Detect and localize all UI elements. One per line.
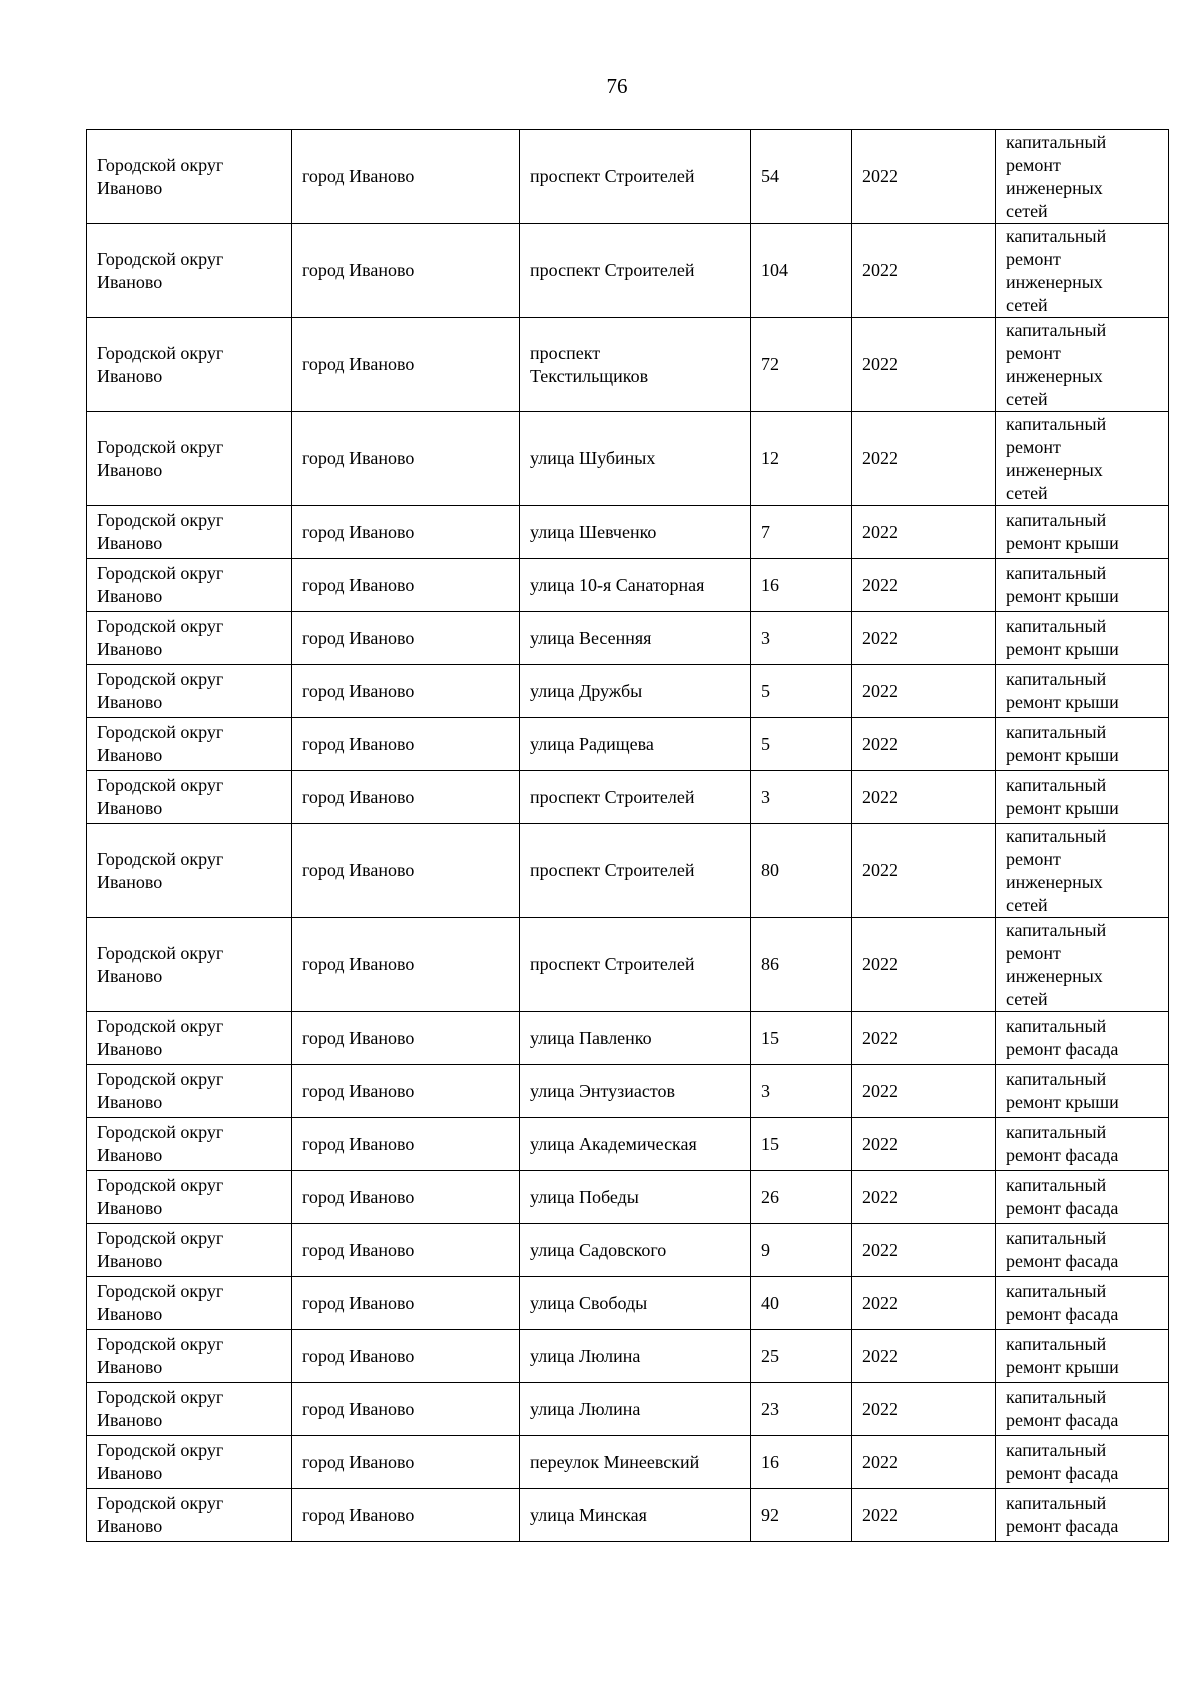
house-number-cell-text: 7 <box>761 521 770 542</box>
settlement-cell-text: город Иваново <box>302 1292 415 1313</box>
house-number-cell <box>751 224 852 318</box>
street-cell-text: улица Садовского <box>530 1239 667 1260</box>
work-type-cell-text: капитальный ремонт крыши <box>1006 669 1119 712</box>
year-cell-text: 2022 <box>862 1080 898 1101</box>
street-cell-text: улица Павленко <box>530 1027 652 1048</box>
house-number-cell <box>751 1224 852 1277</box>
municipality-cell <box>87 1436 292 1489</box>
street-cell-text: проспект Строителей <box>530 786 695 807</box>
table-row <box>87 918 1169 1012</box>
municipality-cell <box>87 612 292 665</box>
street-cell <box>520 918 751 1012</box>
table-row <box>87 130 1169 224</box>
house-number-cell-text: 15 <box>761 1027 779 1048</box>
municipality-cell <box>87 1065 292 1118</box>
municipality-cell <box>87 1330 292 1383</box>
work-type-cell <box>996 1118 1169 1171</box>
year-cell-text: 2022 <box>862 733 898 754</box>
municipality-cell <box>87 412 292 506</box>
house-number-cell-text: 16 <box>761 574 779 595</box>
house-number-cell <box>751 318 852 412</box>
municipality-cell-text: Городской округ Иваново <box>97 563 224 606</box>
house-number-cell <box>751 1277 852 1330</box>
settlement-cell-text: город Иваново <box>302 1345 415 1366</box>
work-type-cell-text: капитальный ремонт фасада <box>1006 1175 1119 1218</box>
settlement-cell-text: город Иваново <box>302 733 415 754</box>
year-cell <box>852 1383 996 1436</box>
year-cell <box>852 1489 996 1542</box>
house-number-cell-text: 40 <box>761 1292 779 1313</box>
year-cell-text: 2022 <box>862 1451 898 1472</box>
work-type-cell <box>996 1224 1169 1277</box>
work-type-cell <box>996 318 1169 412</box>
house-number-cell <box>751 1330 852 1383</box>
work-type-cell-text: капитальный ремонт фасада <box>1006 1493 1119 1536</box>
year-cell <box>852 1118 996 1171</box>
year-cell-text: 2022 <box>862 354 898 374</box>
settlement-cell-text: город Иваново <box>302 521 415 542</box>
municipality-cell-text: Городской округ Иваново <box>97 1493 224 1536</box>
settlement-cell-text: город Иваново <box>302 1186 415 1207</box>
house-number-cell-text: 5 <box>761 733 770 754</box>
work-type-cell <box>996 1171 1169 1224</box>
municipality-cell-text: Городской округ Иваново <box>97 1069 224 1112</box>
house-number-cell-text: 3 <box>761 1080 770 1101</box>
street-cell <box>520 1383 751 1436</box>
settlement-cell-text: город Иваново <box>302 627 415 648</box>
table-row <box>87 506 1169 559</box>
street-cell <box>520 318 751 412</box>
settlement-cell-text: город Иваново <box>302 786 415 807</box>
work-type-cell-text: капитальный ремонт фасада <box>1006 1228 1119 1271</box>
work-type-cell-text: капитальный ремонт крыши <box>1006 1069 1119 1112</box>
year-cell <box>852 612 996 665</box>
municipality-cell <box>87 1224 292 1277</box>
house-number-cell <box>751 130 852 224</box>
house-number-cell-text: 25 <box>761 1345 779 1366</box>
settlement-cell <box>292 318 520 412</box>
work-type-cell-text: капитальный ремонт фасада <box>1006 1281 1119 1324</box>
house-number-cell-text: 92 <box>761 1504 779 1525</box>
street-cell-text: улица Академическая <box>530 1133 697 1154</box>
house-number-cell-text: 3 <box>761 786 770 807</box>
work-type-cell <box>996 1065 1169 1118</box>
house-number-cell-text: 80 <box>761 860 779 880</box>
street-cell <box>520 1277 751 1330</box>
settlement-cell <box>292 1277 520 1330</box>
year-cell-text: 2022 <box>862 954 898 974</box>
year-cell <box>852 1436 996 1489</box>
settlement-cell <box>292 918 520 1012</box>
settlement-cell-text: город Иваново <box>302 1027 415 1048</box>
work-type-cell <box>996 1012 1169 1065</box>
municipality-cell-text: Городской округ Иваново <box>97 436 224 480</box>
year-cell <box>852 1330 996 1383</box>
municipality-cell-text: Городской округ Иваново <box>97 1175 224 1218</box>
municipality-cell-text: Городской округ Иваново <box>97 1334 224 1377</box>
work-type-cell-text: капитальный ремонт крыши <box>1006 510 1119 553</box>
street-cell-text: проспект Строителей <box>530 166 695 186</box>
street-cell-text: улица Шубиных <box>530 448 656 468</box>
street-cell <box>520 612 751 665</box>
street-cell <box>520 559 751 612</box>
municipality-cell <box>87 771 292 824</box>
house-number-cell-text: 16 <box>761 1451 779 1472</box>
municipality-cell <box>87 665 292 718</box>
work-type-cell <box>996 130 1169 224</box>
year-cell <box>852 1065 996 1118</box>
year-cell <box>852 318 996 412</box>
street-cell-text: улица Шевченко <box>530 521 657 542</box>
house-number-cell <box>751 824 852 918</box>
municipality-cell <box>87 718 292 771</box>
table-row <box>87 1118 1169 1171</box>
year-cell <box>852 1171 996 1224</box>
municipality-cell-text: Городской округ Иваново <box>97 722 224 765</box>
year-cell-text: 2022 <box>862 1027 898 1048</box>
table-row <box>87 412 1169 506</box>
table-row <box>87 559 1169 612</box>
settlement-cell-text: город Иваново <box>302 1133 415 1154</box>
table-row <box>87 1171 1169 1224</box>
house-number-cell-text: 104 <box>761 260 788 280</box>
settlement-cell <box>292 130 520 224</box>
table-row <box>87 1065 1169 1118</box>
work-type-cell <box>996 771 1169 824</box>
street-cell-text: проспект Строителей <box>530 954 695 974</box>
table-row <box>87 318 1169 412</box>
municipality-cell-text: Городской округ Иваново <box>97 942 224 986</box>
work-type-cell-text: капитальный ремонт инженерных сетей <box>1006 413 1107 503</box>
municipality-cell-text: Городской округ Иваново <box>97 1122 224 1165</box>
street-cell-text: улица 10-я Санаторная <box>530 574 705 595</box>
municipality-cell-text: Городской округ Иваново <box>97 510 224 553</box>
year-cell-text: 2022 <box>862 1398 898 1419</box>
street-cell <box>520 1436 751 1489</box>
house-number-cell <box>751 1171 852 1224</box>
year-cell-text: 2022 <box>862 574 898 595</box>
work-type-cell-text: капитальный ремонт крыши <box>1006 1334 1119 1377</box>
house-number-cell <box>751 612 852 665</box>
work-type-cell-text: капитальный ремонт фасада <box>1006 1440 1119 1483</box>
street-cell <box>520 1330 751 1383</box>
year-cell <box>852 824 996 918</box>
settlement-cell-text: город Иваново <box>302 1398 415 1419</box>
work-type-cell <box>996 1383 1169 1436</box>
house-number-cell-text: 9 <box>761 1239 770 1260</box>
table-row <box>87 1489 1169 1542</box>
street-cell-text: улица Весенняя <box>530 627 652 648</box>
house-number-cell-text: 72 <box>761 354 779 374</box>
year-cell <box>852 1277 996 1330</box>
settlement-cell <box>292 612 520 665</box>
settlement-cell <box>292 1171 520 1224</box>
table-row <box>87 1383 1169 1436</box>
settlement-cell <box>292 771 520 824</box>
municipality-cell <box>87 1383 292 1436</box>
municipality-cell <box>87 1012 292 1065</box>
municipality-cell <box>87 559 292 612</box>
year-cell <box>852 918 996 1012</box>
municipality-cell-text: Городской округ Иваново <box>97 775 224 818</box>
street-cell <box>520 718 751 771</box>
municipality-cell-text: Городской округ Иваново <box>97 616 224 659</box>
year-cell-text: 2022 <box>862 1133 898 1154</box>
municipality-cell <box>87 224 292 318</box>
street-cell <box>520 771 751 824</box>
settlement-cell <box>292 1118 520 1171</box>
work-type-cell <box>996 665 1169 718</box>
municipality-cell <box>87 1171 292 1224</box>
municipality-cell-text: Городской округ Иваново <box>97 154 224 198</box>
street-cell-text: переулок Минеевский <box>530 1451 700 1472</box>
house-number-cell <box>751 1065 852 1118</box>
house-number-cell-text: 3 <box>761 627 770 648</box>
street-cell <box>520 1224 751 1277</box>
municipality-cell-text: Городской округ Иваново <box>97 1387 224 1430</box>
year-cell-text: 2022 <box>862 680 898 701</box>
work-type-cell <box>996 1330 1169 1383</box>
settlement-cell <box>292 665 520 718</box>
year-cell-text: 2022 <box>862 1239 898 1260</box>
house-number-cell <box>751 559 852 612</box>
settlement-cell-text: город Иваново <box>302 680 415 701</box>
year-cell <box>852 506 996 559</box>
street-cell-text: улица Свободы <box>530 1292 648 1313</box>
work-type-cell-text: капитальный ремонт инженерных сетей <box>1006 131 1107 221</box>
work-type-cell-text: капитальный ремонт фасада <box>1006 1016 1119 1059</box>
work-type-cell-text: капитальный ремонт фасада <box>1006 1122 1119 1165</box>
house-number-cell <box>751 1489 852 1542</box>
street-cell <box>520 1489 751 1542</box>
settlement-cell-text: город Иваново <box>302 860 415 880</box>
municipality-cell-text: Городской округ Иваново <box>97 669 224 712</box>
house-number-cell <box>751 506 852 559</box>
settlement-cell <box>292 1012 520 1065</box>
settlement-cell <box>292 559 520 612</box>
street-cell <box>520 1118 751 1171</box>
work-type-cell <box>996 918 1169 1012</box>
work-type-cell-text: капитальный ремонт фасада <box>1006 1387 1119 1430</box>
year-cell <box>852 559 996 612</box>
municipality-cell <box>87 1489 292 1542</box>
house-number-cell <box>751 1383 852 1436</box>
table-row <box>87 1436 1169 1489</box>
work-type-cell <box>996 718 1169 771</box>
year-cell <box>852 718 996 771</box>
table-row <box>87 224 1169 318</box>
municipality-cell <box>87 824 292 918</box>
table-row <box>87 771 1169 824</box>
year-cell-text: 2022 <box>862 786 898 807</box>
street-cell <box>520 130 751 224</box>
settlement-cell <box>292 824 520 918</box>
work-type-cell <box>996 612 1169 665</box>
repair-schedule-table <box>86 129 1169 1542</box>
street-cell-text: проспект Текстильщиков <box>530 342 649 386</box>
municipality-cell <box>87 1277 292 1330</box>
municipality-cell <box>87 1118 292 1171</box>
year-cell <box>852 412 996 506</box>
year-cell <box>852 665 996 718</box>
table-row <box>87 1330 1169 1383</box>
house-number-cell <box>751 771 852 824</box>
year-cell-text: 2022 <box>862 448 898 468</box>
year-cell-text: 2022 <box>862 1504 898 1525</box>
street-cell <box>520 1012 751 1065</box>
year-cell-text: 2022 <box>862 1345 898 1366</box>
work-type-cell-text: капитальный ремонт инженерных сетей <box>1006 319 1107 409</box>
work-type-cell <box>996 224 1169 318</box>
year-cell-text: 2022 <box>862 166 898 186</box>
municipality-cell-text: Городской округ Иваново <box>97 342 224 386</box>
street-cell-text: улица Победы <box>530 1186 639 1207</box>
street-cell-text: проспект Строителей <box>530 260 695 280</box>
settlement-cell-text: город Иваново <box>302 954 415 974</box>
work-type-cell-text: капитальный ремонт крыши <box>1006 563 1119 606</box>
street-cell-text: улица Радищева <box>530 733 654 754</box>
house-number-cell <box>751 718 852 771</box>
table-row <box>87 1012 1169 1065</box>
settlement-cell-text: город Иваново <box>302 1451 415 1472</box>
settlement-cell-text: город Иваново <box>302 1239 415 1260</box>
page-number: 76 <box>606 74 628 98</box>
settlement-cell-text: город Иваново <box>302 1080 415 1101</box>
street-cell-text: проспект Строителей <box>530 860 695 880</box>
year-cell-text: 2022 <box>862 521 898 542</box>
settlement-cell-text: город Иваново <box>302 574 415 595</box>
municipality-cell <box>87 918 292 1012</box>
work-type-cell-text: капитальный ремонт крыши <box>1006 775 1119 818</box>
table-row <box>87 1224 1169 1277</box>
year-cell-text: 2022 <box>862 260 898 280</box>
work-type-cell <box>996 412 1169 506</box>
settlement-cell-text: город Иваново <box>302 260 415 280</box>
house-number-cell-text: 86 <box>761 954 779 974</box>
work-type-cell-text: капитальный ремонт инженерных сетей <box>1006 225 1107 315</box>
street-cell <box>520 1171 751 1224</box>
municipality-cell-text: Городской округ Иваново <box>97 1016 224 1059</box>
year-cell <box>852 1224 996 1277</box>
street-cell <box>520 824 751 918</box>
settlement-cell-text: город Иваново <box>302 448 415 468</box>
table-row <box>87 718 1169 771</box>
settlement-cell <box>292 718 520 771</box>
house-number-cell-text: 15 <box>761 1133 779 1154</box>
street-cell <box>520 224 751 318</box>
work-type-cell-text: капитальный ремонт инженерных сетей <box>1006 825 1107 915</box>
house-number-cell <box>751 1118 852 1171</box>
year-cell <box>852 130 996 224</box>
table-body <box>87 130 1169 1542</box>
year-cell-text: 2022 <box>862 1292 898 1313</box>
year-cell <box>852 1012 996 1065</box>
municipality-cell-text: Городской округ Иваново <box>97 248 224 292</box>
work-type-cell-text: капитальный ремонт крыши <box>1006 616 1119 659</box>
settlement-cell-text: город Иваново <box>302 354 415 374</box>
work-type-cell <box>996 506 1169 559</box>
settlement-cell <box>292 1489 520 1542</box>
work-type-cell <box>996 1277 1169 1330</box>
work-type-cell <box>996 559 1169 612</box>
municipality-cell <box>87 130 292 224</box>
year-cell <box>852 224 996 318</box>
street-cell-text: улица Люлина <box>530 1398 641 1419</box>
table-row <box>87 665 1169 718</box>
settlement-cell <box>292 1224 520 1277</box>
work-type-cell <box>996 1489 1169 1542</box>
house-number-cell-text: 23 <box>761 1398 779 1419</box>
house-number-cell-text: 26 <box>761 1186 779 1207</box>
street-cell <box>520 412 751 506</box>
table-row <box>87 1277 1169 1330</box>
table-row <box>87 824 1169 918</box>
settlement-cell <box>292 224 520 318</box>
settlement-cell-text: город Иваново <box>302 166 415 186</box>
municipality-cell-text: Городской округ Иваново <box>97 848 224 892</box>
street-cell-text: улица Энтузиастов <box>530 1080 675 1101</box>
settlement-cell <box>292 506 520 559</box>
settlement-cell-text: город Иваново <box>302 1504 415 1525</box>
house-number-cell-text: 54 <box>761 166 779 186</box>
municipality-cell-text: Городской округ Иваново <box>97 1440 224 1483</box>
work-type-cell-text: капитальный ремонт инженерных сетей <box>1006 919 1107 1009</box>
settlement-cell <box>292 1383 520 1436</box>
settlement-cell <box>292 1330 520 1383</box>
street-cell-text: улица Дружбы <box>530 680 643 701</box>
municipality-cell-text: Городской округ Иваново <box>97 1228 224 1271</box>
street-cell <box>520 665 751 718</box>
street-cell-text: улица Люлина <box>530 1345 641 1366</box>
street-cell <box>520 506 751 559</box>
house-number-cell <box>751 665 852 718</box>
house-number-cell <box>751 1012 852 1065</box>
work-type-cell-text: капитальный ремонт крыши <box>1006 722 1119 765</box>
house-number-cell <box>751 1436 852 1489</box>
house-number-cell-text: 5 <box>761 680 770 701</box>
municipality-cell-text: Городской округ Иваново <box>97 1281 224 1324</box>
settlement-cell <box>292 1065 520 1118</box>
year-cell <box>852 771 996 824</box>
year-cell-text: 2022 <box>862 1186 898 1207</box>
settlement-cell <box>292 412 520 506</box>
house-number-cell <box>751 412 852 506</box>
settlement-cell <box>292 1436 520 1489</box>
street-cell-text: улица Минская <box>530 1504 647 1525</box>
year-cell-text: 2022 <box>862 627 898 648</box>
year-cell-text: 2022 <box>862 860 898 880</box>
municipality-cell <box>87 506 292 559</box>
municipality-cell <box>87 318 292 412</box>
work-type-cell <box>996 1436 1169 1489</box>
street-cell <box>520 1065 751 1118</box>
house-number-cell <box>751 918 852 1012</box>
work-type-cell <box>996 824 1169 918</box>
table-row <box>87 612 1169 665</box>
house-number-cell-text: 12 <box>761 448 779 468</box>
